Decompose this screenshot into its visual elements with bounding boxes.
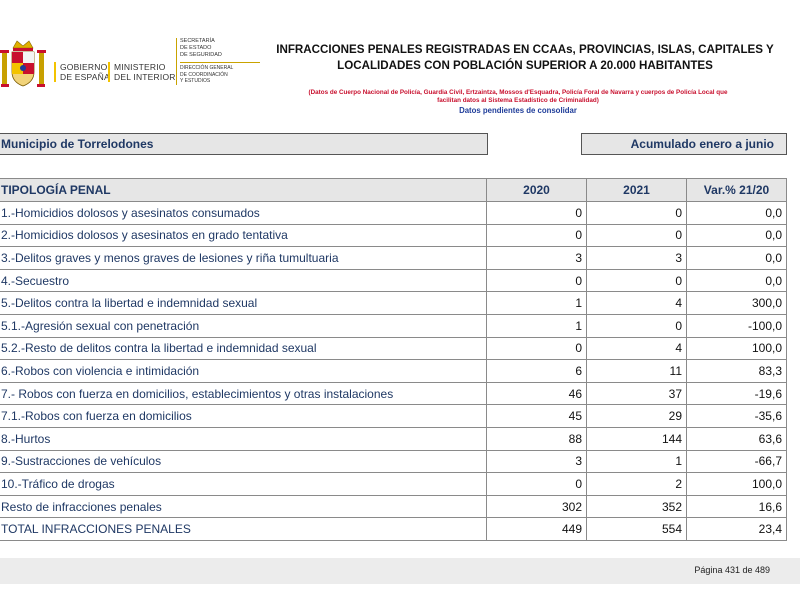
column-header-variation: Var.% 21/20 — [687, 179, 787, 202]
variation: 300,0 — [687, 292, 787, 315]
source-line-1: (Datos de Cuerpo Nacional de Policía, Guardia Civil, Ertzaintza, Mossos d'Esquadra, Policía Foral de Navarra y cuerpos de Policía Local que — [308, 89, 728, 96]
crime-type: 9.-Sustracciones de vehículos — [0, 450, 487, 473]
value-2020: 0 — [487, 269, 587, 292]
value-2021: 0 — [587, 224, 687, 247]
variation: -66,7 — [687, 450, 787, 473]
crime-type: 5.2.-Resto de delitos contra la libertad e indemnidad sexual — [0, 337, 487, 360]
ministry-line: MINISTERIO — [114, 62, 166, 72]
value-2020: 0 — [487, 202, 587, 225]
table-row — [0, 224, 787, 247]
crime-type: 1.-Homicidios dolosos y asesinatos consumados — [0, 202, 487, 225]
government-label — [54, 62, 112, 82]
value-2021: 0 — [587, 314, 687, 337]
variation: 83,3 — [687, 360, 787, 383]
table-row — [0, 382, 787, 405]
table-row-total — [0, 518, 787, 541]
title-line-1: INFRACCIONES PENALES REGISTRADAS EN CCAAs, PROVINCIAS, ISLAS, CAPITALES Y — [276, 43, 774, 56]
variation: 100,0 — [687, 337, 787, 360]
direccion-line: DIRECCIÓN GENERAL — [180, 65, 234, 71]
table-row — [0, 314, 787, 337]
direccion-line: Y ESTUDIOS — [180, 78, 211, 84]
coat-of-arms-logo — [0, 38, 46, 92]
value-2020: 45 — [487, 405, 587, 428]
crime-type: TOTAL INFRACCIONES PENALES — [0, 518, 487, 541]
variation: -35,6 — [687, 405, 787, 428]
column-header-tipologia: TIPOLOGÍA PENAL — [0, 179, 487, 202]
municipality-box: Municipio de Torrelodones — [0, 133, 488, 155]
value-2020: 6 — [487, 360, 587, 383]
pending-consolidation-note: Datos pendientes de consolidar — [459, 106, 577, 115]
crime-type: 5.1.-Agresión sexual con penetración — [0, 314, 487, 337]
value-2021: 0 — [587, 202, 687, 225]
gov-line: DE ESPAÑA — [60, 72, 110, 82]
value-2020: 449 — [487, 518, 587, 541]
value-2020: 1 — [487, 314, 587, 337]
variation: 0,0 — [687, 269, 787, 292]
variation: 100,0 — [687, 473, 787, 496]
secretaria-label — [176, 38, 260, 85]
value-2020: 0 — [487, 224, 587, 247]
variation: -19,6 — [687, 382, 787, 405]
value-2021: 3 — [587, 247, 687, 270]
crime-type: 3.-Delitos graves y menos graves de lesiones y riña tumultuaria — [0, 247, 487, 270]
crime-type: 7.1.-Robos con fuerza en domicilios — [0, 405, 487, 428]
column-header-2020: 2020 — [487, 179, 587, 202]
variation: 23,4 — [687, 518, 787, 541]
crime-type: 6.-Robos con violencia e intimidación — [0, 360, 487, 383]
variation: 0,0 — [687, 202, 787, 225]
table-row — [0, 450, 787, 473]
variation: 0,0 — [687, 247, 787, 270]
direccion-line: DE COORDINACIÓN — [180, 71, 228, 78]
variation: 0,0 — [687, 224, 787, 247]
variation: -100,0 — [687, 314, 787, 337]
report-title — [260, 42, 790, 74]
crime-type: 8.-Hurtos — [0, 427, 487, 450]
title-line-2: LOCALIDADES CON POBLACIÓN SUPERIOR A 20.000 HABITANTES — [337, 59, 713, 72]
value-2021: 554 — [587, 518, 687, 541]
secretaria-line: DE SEGURIDAD — [180, 52, 222, 58]
crime-type: 2.-Homicidios dolosos y asesinatos en grado tentativa — [0, 224, 487, 247]
value-2021: 352 — [587, 495, 687, 518]
value-2021: 1 — [587, 450, 687, 473]
ministry-label — [108, 62, 180, 82]
value-2021: 144 — [587, 427, 687, 450]
variation: 16,6 — [687, 495, 787, 518]
value-2021: 4 — [587, 292, 687, 315]
value-2021: 29 — [587, 405, 687, 428]
crime-type: 10.-Tráfico de drogas — [0, 473, 487, 496]
table-row — [0, 337, 787, 360]
source-line-2: facilitan datos al Sistema Estadístico de Criminalidad) — [437, 97, 599, 104]
direccion-label — [180, 62, 260, 85]
crime-statistics-table — [0, 178, 787, 541]
crime-type: 4.-Secuestro — [0, 269, 487, 292]
gov-line: GOBIERNO — [60, 62, 108, 72]
table-row — [0, 292, 787, 315]
period-box: Acumulado enero a junio — [581, 133, 787, 155]
value-2021: 37 — [587, 382, 687, 405]
table-row — [0, 405, 787, 428]
value-2020: 0 — [487, 473, 587, 496]
data-source-note — [268, 89, 768, 105]
value-2020: 3 — [487, 450, 587, 473]
value-2020: 88 — [487, 427, 587, 450]
crime-type: Resto de infracciones penales — [0, 495, 487, 518]
value-2020: 3 — [487, 247, 587, 270]
crime-type: 5.-Delitos contra la libertad e indemnidad sexual — [0, 292, 487, 315]
table-row — [0, 473, 787, 496]
table-row — [0, 360, 787, 383]
value-2021: 11 — [587, 360, 687, 383]
page-number: Página 431 de 489 — [694, 565, 770, 575]
value-2021: 0 — [587, 269, 687, 292]
value-2020: 302 — [487, 495, 587, 518]
table-row — [0, 427, 787, 450]
table-row — [0, 495, 787, 518]
table-header-row — [0, 179, 787, 202]
value-2020: 46 — [487, 382, 587, 405]
ministry-line: DEL INTERIOR — [114, 72, 176, 82]
variation: 63,6 — [687, 427, 787, 450]
value-2020: 0 — [487, 337, 587, 360]
secretaria-line: DE ESTADO — [180, 45, 212, 51]
value-2020: 1 — [487, 292, 587, 315]
table-row — [0, 202, 787, 225]
value-2021: 2 — [587, 473, 687, 496]
secretaria-line: SECRETARÍA — [180, 38, 215, 44]
value-2021: 4 — [587, 337, 687, 360]
table-row — [0, 247, 787, 270]
crime-type: 7.- Robos con fuerza en domicilios, establecimientos y otras instalaciones — [0, 382, 487, 405]
table-row — [0, 269, 787, 292]
page-footer — [0, 558, 800, 584]
column-header-2021: 2021 — [587, 179, 687, 202]
